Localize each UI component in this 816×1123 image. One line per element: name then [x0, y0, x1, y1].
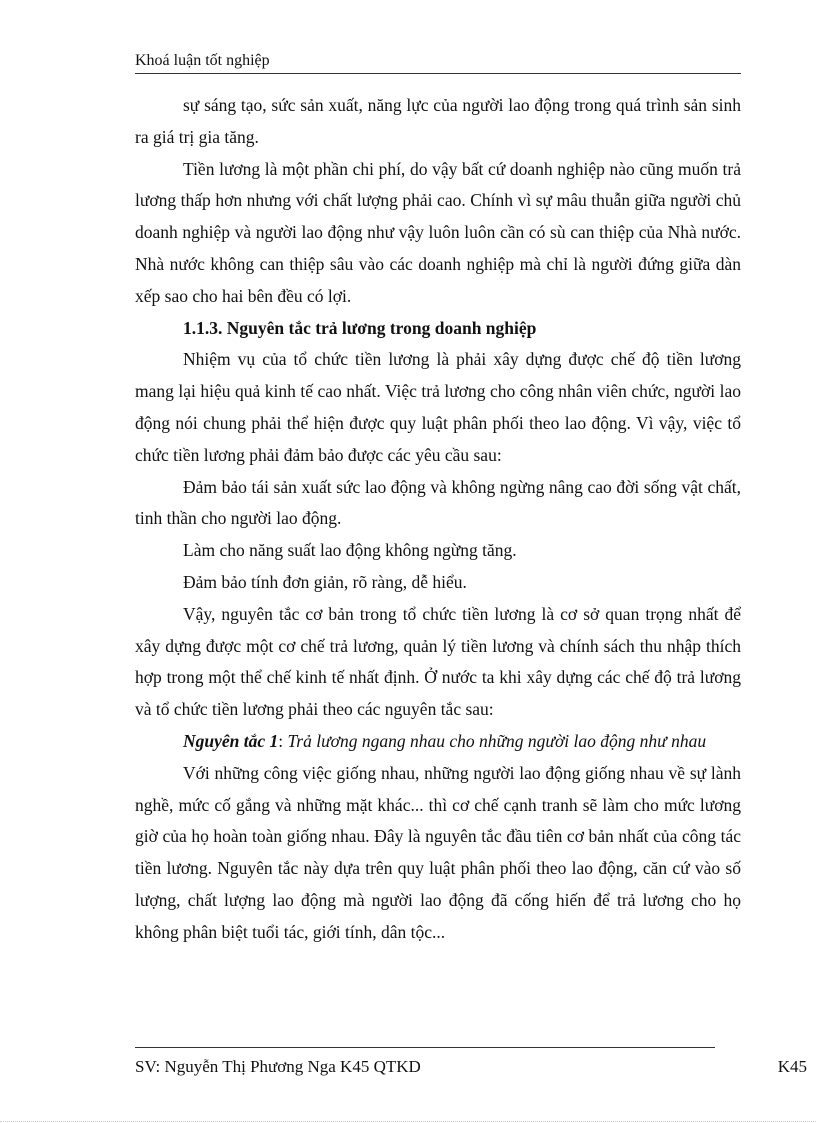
footer-class: K45 — [777, 1057, 807, 1076]
paragraph-5: Đảm bảo tính đơn giản, rõ ràng, dễ hiểu. — [183, 571, 467, 592]
page-bottom-border — [0, 1121, 816, 1122]
paragraph-4: Làm cho năng suất lao động không ngừng tăng. — [183, 540, 517, 561]
paragraph-7: Với những công việc giống nhau, những người lao động giống nhau về sự lành nghề, mức cố gắng và những mặt khác... thì cơ chế cạnh tranh sẽ làm cho mức lương giờ của họ hoàn toàn giống nhau. Đây là nguyên tắc đầu tiên cơ bản nhất của công tác tiền lương. Nguyên tắc này dựa trên quy luật phân phối theo lao động, căn cứ vào số lượng, chất lượng lao động mà người lao động đã cống hiến để trả lương cho họ không phân biệt tuổi tác, giới tính, dân tộc... — [135, 762, 741, 942]
principle-1 — [135, 726, 741, 758]
page-header — [135, 50, 741, 74]
paragraph-0: sự sáng tạo, sức sản xuất, năng lực của người lao động trong quá trình sản sinh ra giá trị gia tăng. — [135, 95, 741, 147]
principle-1-separator: : — [278, 730, 288, 751]
footer-divider — [135, 1047, 715, 1048]
footer-student: SV: Nguyễn Thị Phương Nga K45 QTKD — [135, 1057, 421, 1076]
paragraph-3: Đảm bảo tái sản xuất sức lao động và không ngừng nâng cao đời sống vật chất, tinh thần cho người lao động. — [135, 476, 741, 529]
principle-1-description: Trả lương ngang nhau cho những người lao động như nhau — [287, 730, 707, 751]
principle-1-title: Nguyên tắc 1 — [183, 730, 279, 751]
document-body — [135, 90, 741, 949]
header-title: Khoá luận tốt nghiệp — [135, 52, 270, 69]
paragraph-2: Nhiệm vụ của tổ chức tiền lương là phải xây dựng được chế độ tiền lương mang lại hiệu quả kinh tế cao nhất. Việc trả lương cho công nhân viên chức, người lao động nói chung phải thể hiện được quy luật phân phối theo lao động. Vì vậy, việc tổ chức tiền lương phải đảm bảo được các yêu cầu sau: — [135, 349, 741, 465]
paragraph-6: Vậy, nguyên tắc cơ bản trong tổ chức tiền lương là cơ sở quan trọng nhất để xây dựng được một cơ chế trả lương, quản lý tiền lương và chính sách thu nhập thích hợp trong một thể chế kinh tế nhất định. Ở nước ta khi xây dựng các chế độ trả lương và tổ chức tiền lương phải theo các nguyên tắc sau: — [135, 603, 741, 720]
section-heading: 1.1.3. Nguyên tắc trả lương trong doanh nghiệp — [183, 317, 537, 338]
paragraph-1: Tiền lương là một phần chi phí, do vậy bất cứ doanh nghiệp nào cũng muốn trả lương thấp hơn nhưng với chất lượng phải cao. Chính vì sự mâu thuẫn giữa người chủ doanh nghiệp và người lao động như vậy luôn luôn cần có sù can thiệp của Nhà nước. Nhà nước không can thiệp sâu vào các doanh nghiệp mà chỉ là người đứng giữa dàn xếp sao cho hai bên đều có lợi. — [135, 158, 741, 306]
